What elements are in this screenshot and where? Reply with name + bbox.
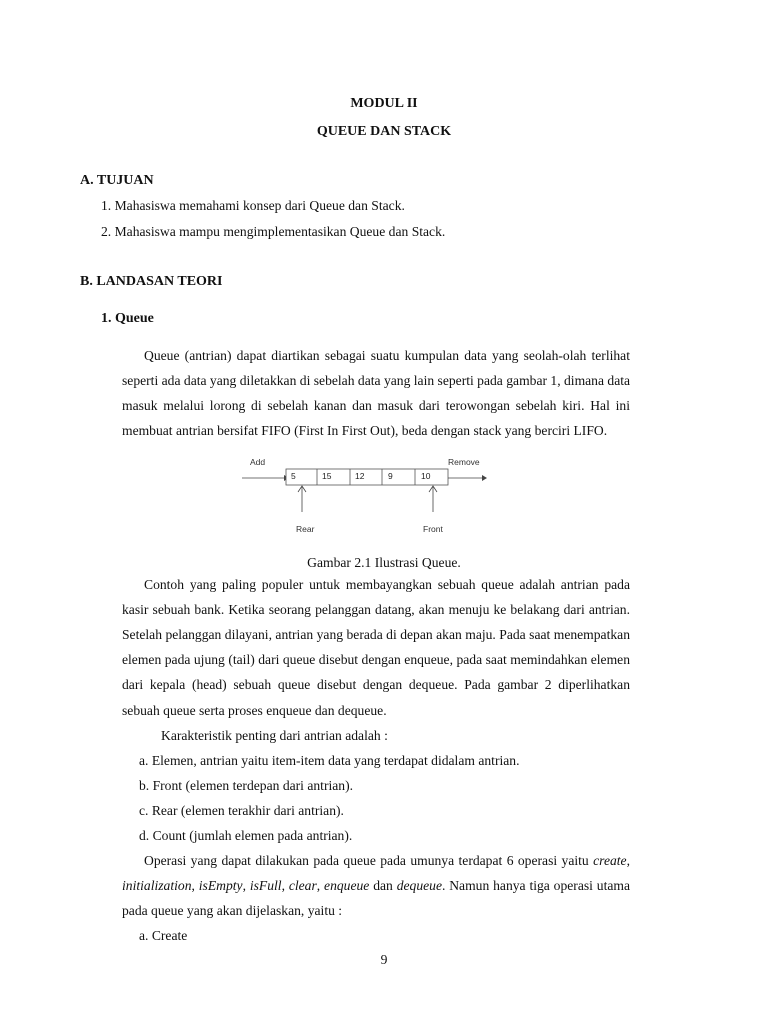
section-b-heading: B. LANDASAN TEORI	[80, 274, 223, 289]
tujuan-item-2: 2. Mahasiswa mampu mengimplementasikan Queue dan Stack.	[101, 224, 446, 239]
queue-cell-value: 12	[355, 471, 365, 481]
queue-cell-value: 15	[322, 471, 332, 481]
operasi-item-create: a. Create	[139, 928, 188, 943]
term-isfull: isFull	[249, 878, 282, 893]
figure-caption: Gambar 2.1 Ilustrasi Queue.	[307, 555, 461, 570]
karakteristik-item: b. Front (elemen terdepan dari antrian).	[139, 778, 354, 793]
operasi-line-2: initialization, isEmpty, isFull, clear, enqueue dan dequeue. Namun hanya tiga operasi utama	[122, 878, 631, 893]
para1-line: seperti ada data yang diletakkan di sebelah data yang lain seperti pada gambar 1, dimana data	[122, 373, 631, 388]
queue-cell-value: 5	[291, 471, 296, 481]
karakteristik-intro: Karakteristik penting dari antrian adalah :	[161, 728, 388, 743]
term-isempty: isEmpty	[198, 878, 243, 893]
karakteristik-item: d. Count (jumlah elemen pada antrian).	[139, 828, 353, 843]
term-enqueue: enqueue	[324, 878, 370, 893]
queue-diagram	[240, 454, 500, 546]
operasi-line-1: Operasi yang dapat dilakukan pada queue pada umunya terdapat 6 operasi yaitu create,	[144, 853, 630, 868]
operasi-line-3: pada queue yang akan dijelaskan, yaitu :	[122, 903, 343, 918]
para2-line: kasir sebuah bank. Ketika seorang pelanggan datang, akan menuju ke belakang dari antrian.	[122, 602, 630, 617]
para2-line: sebuah queue serta proses enqueue dan dequeue.	[122, 703, 387, 718]
add-label: Add	[250, 457, 266, 467]
module-title: MODUL II	[350, 96, 418, 111]
section-a-heading: A. TUJUAN	[80, 173, 154, 188]
front-label: Front	[423, 524, 443, 534]
term-dequeue: dequeue	[396, 878, 442, 893]
karakteristik-item: c. Rear (elemen terakhir dari antrian).	[139, 803, 344, 818]
para1-line: membuat antrian bersifat FIFO (First In First Out), beda dengan stack yang berciri LIFO.	[122, 423, 608, 438]
term-initialization: initialization	[122, 878, 192, 893]
tujuan-item-1: 1. Mahasiswa memahami konsep dari Queue dan Stack.	[101, 198, 405, 213]
page-number: 9	[380, 952, 388, 967]
para1-line: masuk melalui lorong di sebelah kanan dan masuk dari terowongan sebelah kiri. Hal ini	[122, 398, 630, 413]
module-subtitle: QUEUE DAN STACK	[316, 124, 452, 139]
remove-label: Remove	[448, 457, 480, 467]
para2-line: dari kepala (head) sebuah queue disebut dengan dequeue. Pada gambar 2 diperlihatkan	[122, 677, 630, 692]
para2-line: Contoh yang paling populer untuk membayangkan sebuah queue adalah antrian pada	[144, 577, 630, 592]
karakteristik-item: a. Elemen, antrian yaitu item-item data yang terdapat didalam antrian.	[139, 753, 520, 768]
remove-arrowhead	[482, 475, 487, 481]
para2-line: elemen pada ujung (tail) dari queue disebut dengan enqueue, pada saat memindahkan elemen	[122, 652, 630, 667]
para2-line: Setelah pelanggan dilayani, antrian yang berada di depan akan maju. Pada saat menempatkan	[122, 627, 630, 642]
para1-line: Queue (antrian) dapat diartikan sebagai suatu kumpulan data yang seolah-olah terlihat	[144, 348, 630, 363]
queue-cell-value: 9	[388, 471, 393, 481]
queue-figure	[240, 454, 500, 546]
queue-cell-value: 10	[421, 471, 431, 481]
subsection-queue-heading: 1. Queue	[101, 311, 154, 326]
rear-label: Rear	[296, 524, 315, 534]
term-create: create	[593, 853, 627, 868]
term-clear: clear	[288, 878, 317, 893]
